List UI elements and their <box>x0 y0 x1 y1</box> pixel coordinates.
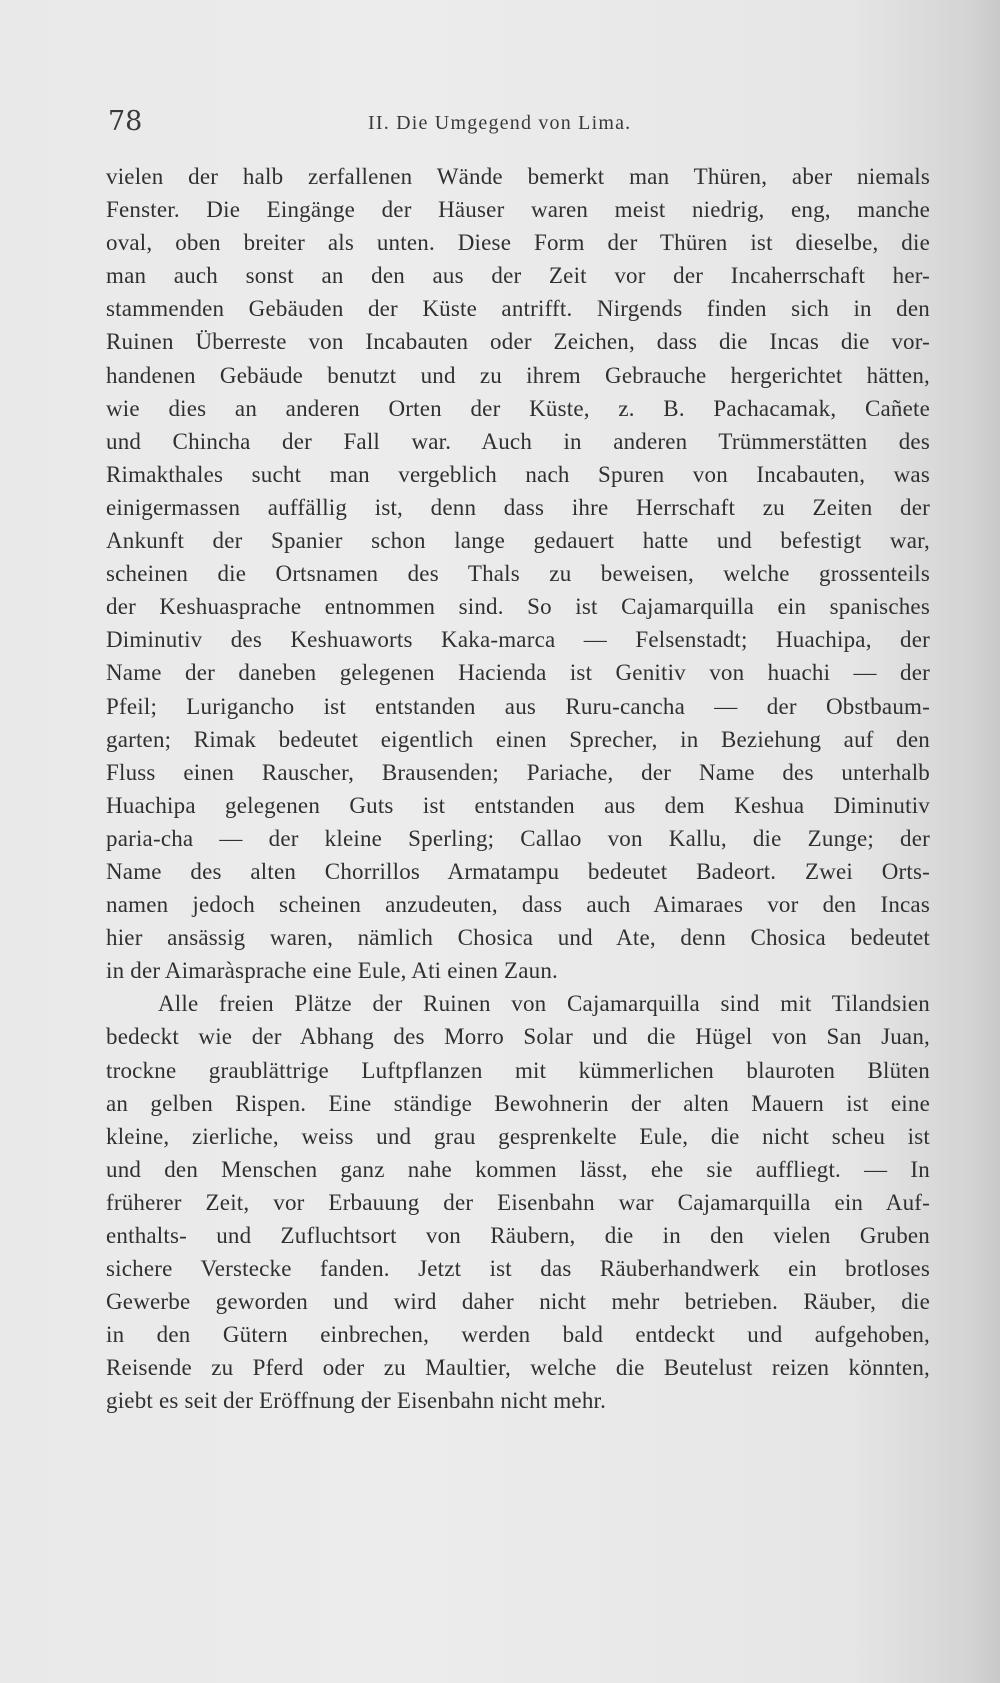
text-line: paria-cha — der kleine Sperling; Callao von Kallu, die Zunge; der <box>106 825 930 851</box>
text-line: stammenden Gebäuden der Küste antrifft. Nirgends finden sich in den <box>106 296 930 322</box>
text-line: man auch sonst an den aus der Zeit vor der Incaherrschaft her- <box>106 263 930 289</box>
text-line: in der Aimaràsprache eine Eule, Ati einen Zaun. <box>106 958 558 984</box>
text-line: an gelben Rispen. Eine ständige Bewohnerin der alten Mauern ist eine <box>106 1090 930 1116</box>
text-line: Reisende zu Pferd oder zu Maultier, welche die Beutelust reizen könnten, <box>106 1355 930 1381</box>
text-line: und Chincha der Fall war. Auch in anderen Trümmerstätten des <box>106 428 930 454</box>
text-line: scheinen die Ortsnamen des Thals zu beweisen, welche grossenteils <box>106 561 930 587</box>
text-line: Rimakthales sucht man vergeblich nach Spuren von Incabauten, was <box>106 461 930 487</box>
text-line: und den Menschen ganz nahe kommen lässt, ehe sie auffliegt. — In <box>106 1156 930 1182</box>
text-line: Ruinen Überreste von Incabauten oder Zeichen, dass die Incas die vor- <box>106 329 930 355</box>
text-line: einigermassen auffällig ist, denn dass ihre Herrschaft zu Zeiten der <box>106 494 930 520</box>
text-line: in den Gütern einbrechen, werden bald entdeckt und aufgehoben, <box>106 1322 930 1348</box>
text-line: vielen der halb zerfallenen Wände bemerkt man Thüren, aber niemals <box>106 164 930 189</box>
text-line: Ankunft der Spanier schon lange gedauert hatte und befestigt war, <box>106 528 930 554</box>
text-line: Name des alten Chorrillos Armatampu bedeutet Badeort. Zwei Orts- <box>106 858 930 884</box>
paragraph <box>106 160 930 987</box>
paragraph <box>106 987 930 1417</box>
text-line: sichere Verstecke fanden. Jetzt ist das Räuberhandwerk ein brotloses <box>106 1256 930 1282</box>
text-line: Fluss einen Rauscher, Brausenden; Pariache, der Name des unterhalb <box>106 759 930 785</box>
text-line: wie dies an anderen Orten der Küste, z. B. Pachacamak, Cañete <box>106 395 930 421</box>
text-line: bedeckt wie der Abhang des Morro Solar und die Hügel von San Juan, <box>106 1024 930 1050</box>
text-line: giebt es seit der Eröffnung der Eisenbahn nicht mehr. <box>106 1388 607 1414</box>
running-title: II. Die Umgegend von Lima. <box>368 112 632 134</box>
body-text <box>106 160 930 1418</box>
text-line: Pfeil; Lurigancho ist entstanden aus Ruru-cancha — der Obstbaum- <box>106 693 930 719</box>
text-line: Alle freien Plätze der Ruinen von Cajamarquilla sind mit Tilandsien <box>158 991 930 1017</box>
page-number: 78 <box>108 106 143 137</box>
text-line: Diminutiv des Keshuaworts Kaka-marca — Felsenstadt; Huachipa, der <box>106 627 930 653</box>
text-line: hier ansässig waren, nämlich Chosica und Ate, denn Chosica bedeutet <box>106 925 930 951</box>
text-line: kleine, zierliche, weiss und grau gesprenkelte Eule, die nicht scheu ist <box>106 1123 930 1149</box>
text-line: namen jedoch scheinen anzudeuten, dass auch Aimaraes vor den Incas <box>106 892 930 918</box>
text-line: Fenster. Die Eingänge der Häuser waren meist niedrig, eng, manche <box>106 197 930 223</box>
text-line: garten; Rimak bedeutet eigentlich einen Sprecher, in Beziehung auf den <box>106 726 930 752</box>
text-line: trockne graublättrige Luftpflanzen mit kümmerlichen blauroten Blüten <box>106 1057 930 1083</box>
text-line: Gewerbe geworden und wird daher nicht mehr betrieben. Räuber, die <box>106 1289 930 1315</box>
text-line: enthalts- und Zufluchtsort von Räubern, die in den vielen Gruben <box>106 1223 930 1248</box>
text-line: oval, oben breiter als unten. Diese Form der Thüren ist dieselbe, die <box>106 230 930 256</box>
text-line: Name der daneben gelegenen Hacienda ist Genitiv von huachi — der <box>106 660 930 686</box>
text-line: Huachipa gelegenen Guts ist entstanden aus dem Keshua Diminutiv <box>106 792 930 818</box>
text-line: der Keshuasprache entnommen sind. So ist Cajamarquilla ein spanisches <box>106 594 930 620</box>
text-line: handenen Gebäude benutzt und zu ihrem Gebrauche hergerichtet hätten, <box>106 362 930 388</box>
page-header <box>108 106 928 146</box>
text-line: früherer Zeit, vor Erbauung der Eisenbahn war Cajamarquilla ein Auf- <box>106 1189 930 1215</box>
